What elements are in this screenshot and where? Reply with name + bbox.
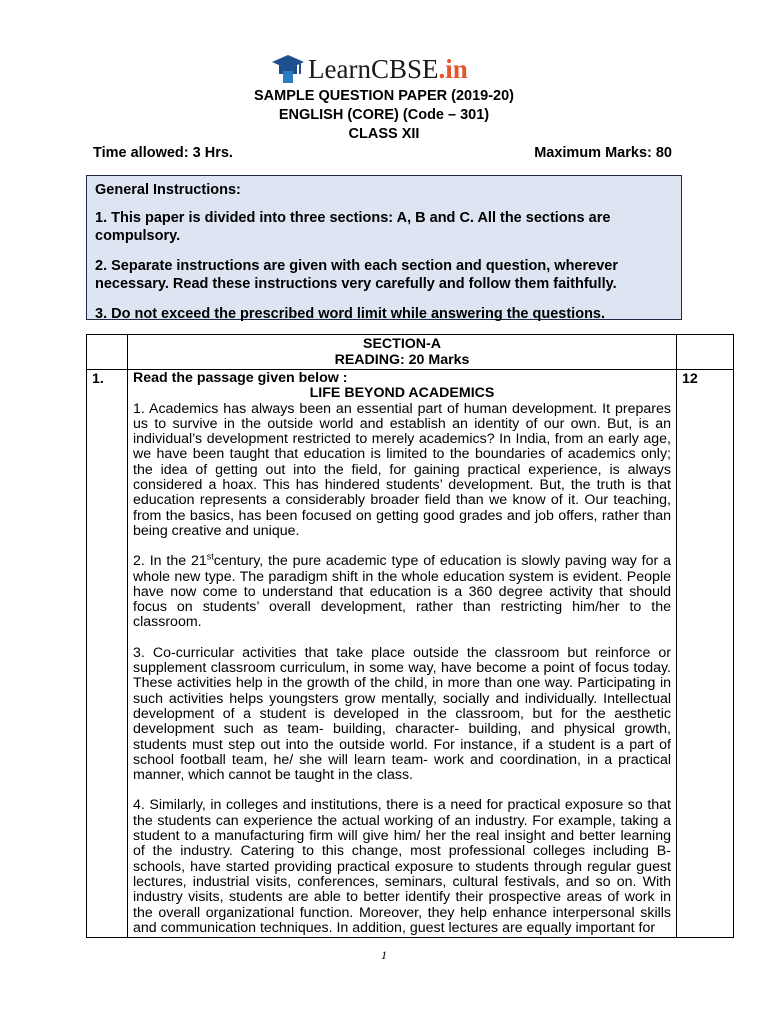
- question-table: [86, 334, 734, 938]
- section-header-row: [87, 335, 734, 370]
- passage-paragraph: 4. Similarly, in colleges and institutions, there is a need for practical exposure so that the students can experience the actual working of an industry. For example, taking a student to a manufacturing firm will give him/ her the real insight and better learning of the industry. Catering to this change, most professional colleges including B-schools, have started providing practical exposure to students through regular guest lectures, industrial visits, conferences, seminars, cultural festivals, and so on. With industry visits, students are able to better identify their prospective areas of work in the overall organizational function. Moreover, they help enhance interpersonal skills and communication techniques. In addition, guest lectures are equally important for: [133, 797, 671, 936]
- instruction-item: 2. Separate instructions are given with each section and question, wherever necessary. Read these instructions very carefully and follow them faithfully.: [95, 258, 618, 292]
- subject-title: ENGLISH (CORE) (Code – 301): [278, 107, 490, 123]
- learncbse-logo: [270, 50, 468, 84]
- question-row: [87, 370, 734, 938]
- section-title: SECTION-A: [362, 336, 442, 352]
- passage-paragraph: 1. Academics has always been an essential part of human development. It prepares us to survive in the outside world and establish an identity of our own. But, is an individual’s development restricted to merely academics? In India, from an early age, we have been taught that education is limited to the boundaries of academics only; the idea of getting out into the field, for gaining practical experience, is always considered a hoax. This has hindered students’ development. But, the truth is that education represents a considerably broader field than we know of it. Our teaching, from the basics, has been focused on getting good grades and job offers, rather than being creative and unique.: [133, 400, 671, 539]
- page-number: 1: [381, 948, 387, 962]
- instruction-item: 1. This paper is divided into three sections: A, B and C. All the sections are compulsory.: [95, 210, 611, 244]
- logo-tld: .in: [438, 54, 468, 84]
- logo-text: LearnCBSE: [308, 54, 439, 84]
- class-title: CLASS XII: [348, 126, 420, 142]
- instructions-title: General Instructions:: [95, 182, 241, 198]
- section-subtitle: READING: 20 Marks: [334, 352, 470, 368]
- graduation-cap-icon: [270, 52, 306, 84]
- paper-title: SAMPLE QUESTION PAPER (2019-20): [254, 88, 514, 104]
- passage-paragraph: 3. Co-curricular activities that take place outside the classroom but reinforce or supplement classroom curriculum, in some way, have become a point of focus today. These activities help in the growth of the child, in more than one way. Participating in such activities helps youngsters grow mentally, socially and individually. Intellectual development of a student is developed in the classroom, but for the aesthetic development such as team- building, character- building, and physical growth, students must step out into the outside world. For instance, if a student is a part of school football team, he/ she will learn team- work and coordination, in a practical manner, which cannot be taught in the class.: [133, 644, 671, 784]
- question-number: 1.: [87, 370, 128, 938]
- section-heading: [128, 335, 677, 370]
- passage-paragraph: 2. In the 21stcentury, the pure academic type of education is slowly paving way for a whole new type. The paradigm shift in the whole education system is evident. People have now come to understand that education is a 360 degree activity that should focus on students’ overall development, rather than restricting him/her to the classroom.: [133, 551, 671, 631]
- passage-title: LIFE BEYOND ACADEMICS: [309, 385, 495, 402]
- instruction-item: 3. Do not exceed the prescribed word limit while answering the questions.: [95, 306, 606, 322]
- question-prompt: Read the passage given below :: [133, 370, 348, 386]
- general-instructions-box: [86, 175, 682, 320]
- time-allowed: Time allowed: 3 Hrs.: [93, 145, 233, 161]
- question-marks: 12: [677, 370, 734, 938]
- maximum-marks: Maximum Marks: 80: [534, 145, 672, 161]
- question-body: [128, 370, 677, 938]
